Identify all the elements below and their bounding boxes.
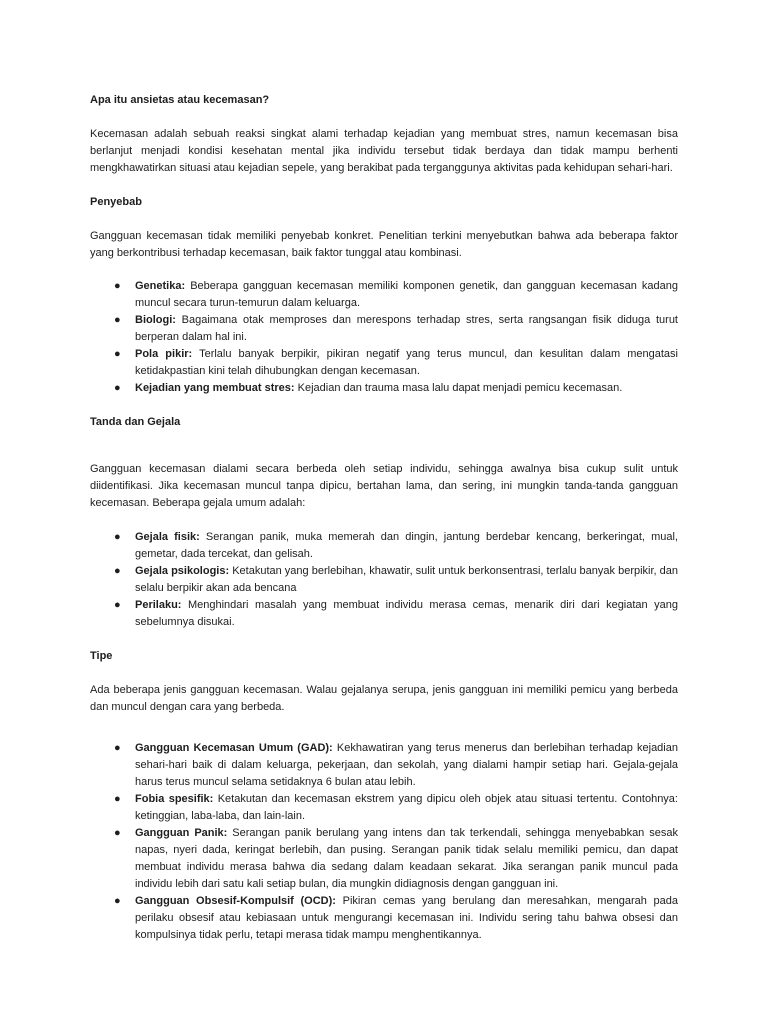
heading-intro: Apa itu ansietas atau kecemasan? [90, 94, 270, 106]
item-text: Kekhawatiran yang terus menerus dan berlebihan terhadap kejadian sehari-hari baik di dalam keluarga, pekerjaan, dan sekolah, yang dialami hampir setiap hari. Gejala-gejala harus terus muncul selama setidaknya 6 bulan atau lebih. [135, 742, 678, 788]
list-item [90, 740, 678, 791]
item-text: Ketakutan dan kecemasan ekstrem yang dipicu oleh objek atau situasi tertentu. Contohnya: ketinggian, laba-laba, dan lain-lain. [135, 793, 678, 822]
list-item [90, 529, 678, 563]
list-item [90, 563, 678, 597]
heading-penyebab: Penyebab [90, 196, 142, 208]
list-gejala [90, 529, 678, 631]
paragraph-tipe: Ada beberapa jenis gangguan kecemasan. Walau gejalanya serupa, jenis gangguan ini memiliki pemicu yang berbeda dan muncul dengan cara yang berbeda. [90, 684, 678, 713]
bullet-icon: ● [114, 599, 121, 611]
paragraph-intro: Kecemasan adalah sebuah reaksi singkat alami terhadap kejadian yang membuat stres, namun kecemasan bisa berlanjut menjadi kondisi kesehatan mental jika individu tersebut tidak berdaya dan tidak mampu berhenti mengkhawatirkan situasi atau kejadian sepele, yang berakibat pada terganggunya aktivitas pada kehidupan sehari-hari. [90, 128, 678, 174]
item-text: Kejadian dan trauma masa lalu dapat menjadi pemicu kecemasan. [294, 382, 623, 394]
bullet-icon: ● [114, 348, 121, 360]
list-penyebab [90, 278, 678, 397]
item-text: Terlalu banyak berpikir, pikiran negatif yang terus muncul, dan kesulitan dalam mengatasi ketidakpastian kini telah dihubungkan dengan kecemasan. [135, 348, 678, 377]
item-term: Genetika: [135, 280, 186, 292]
bullet-icon: ● [114, 742, 121, 754]
paragraph-gejala: Gangguan kecemasan dialami secara berbeda oleh setiap individu, sehingga awalnya bisa cukup sulit untuk diidentifikasi. Jika kecemasan muncul tanpa dipicu, bertahan lama, dan sering, ini mungkin tanda-tanda gangguan kecemasan. Beberapa gejala umum adalah: [90, 463, 678, 509]
item-term: Gejala fisik: [135, 531, 200, 543]
item-text: Bagaimana otak memproses dan merespons terhadap stres, serta rangsangan fisik diduga turut berperan dalam hal ini. [135, 314, 678, 343]
list-item [90, 312, 678, 346]
item-term: Fobia spesifik: [135, 793, 214, 805]
bullet-icon: ● [114, 314, 121, 326]
item-text: Serangan panik, muka memerah dan dingin, jantung berdebar kencang, berkeringat, mual, gemetar, dada tercekat, dan gelisah. [135, 531, 678, 560]
heading-tipe: Tipe [90, 650, 113, 662]
item-term: Gangguan Obsesif-Kompulsif (OCD): [135, 895, 336, 907]
list-item [90, 825, 678, 893]
document-page [90, 92, 678, 944]
item-term: Gangguan Kecemasan Umum (GAD): [135, 742, 333, 754]
item-text: Menghindari masalah yang membuat individu merasa cemas, menarik diri dari kegiatan yang sebelumnya disukai. [135, 599, 678, 628]
item-term: Perilaku: [135, 599, 182, 611]
bullet-icon: ● [114, 280, 121, 292]
item-text: Beberapa gangguan kecemasan memiliki komponen genetik, dan gangguan kecemasan kadang muncul secara turun-temurun dalam keluarga. [135, 280, 678, 309]
bullet-icon: ● [114, 793, 121, 805]
item-term: Gangguan Panik: [135, 827, 228, 839]
list-item [90, 597, 678, 631]
list-item [90, 380, 678, 397]
bullet-icon: ● [114, 827, 121, 839]
paragraph-penyebab: Gangguan kecemasan tidak memiliki penyebab konkret. Penelitian terkini menyebutkan bahwa ada beberapa faktor yang berkontribusi terhadap kecemasan, baik faktor tunggal atau kombinasi. [90, 230, 678, 259]
item-text: Serangan panik berulang yang intens dan tak terkendali, sehingga menyebabkan sesak napas, nyeri dada, keringat berlebih, dan pusing. Serangan panik tidak selalu memiliki pemicu, dan dapat membuat individu merasa bahwa dia sedang dalam keadaan sekarat. Jika serangan panik muncul pada individu lebih dari satu kali setiap bulan, dia mungkin didiagnosis dengan gangguan ini. [135, 827, 678, 890]
item-term: Kejadian yang membuat stres: [135, 382, 295, 394]
bullet-icon: ● [114, 382, 121, 394]
bullet-icon: ● [114, 895, 121, 907]
item-term: Pola pikir: [135, 348, 193, 360]
heading-gejala: Tanda dan Gejala [90, 416, 181, 428]
item-text: Ketakutan yang berlebihan, khawatir, sulit untuk berkonsentrasi, terlalu banyak berpikir, dan selalu berpikir akan ada bencana [135, 565, 679, 594]
list-item [90, 278, 678, 312]
bullet-icon: ● [114, 531, 121, 543]
bullet-icon: ● [114, 565, 121, 577]
list-item [90, 346, 678, 380]
list-tipe [90, 740, 678, 944]
item-term: Gejala psikologis: [135, 565, 230, 577]
item-term: Biologi: [135, 314, 176, 326]
item-text: Pikiran cemas yang berulang dan meresahkan, mengarah pada perilaku obsesif atau kebiasaan untuk mengurangi kecemasan ini. Individu sering tahu bahwa obsesi dan kompulsinya tidak perlu, tetapi merasa tidak mampu menghentikannya. [135, 895, 678, 941]
list-item [90, 893, 678, 944]
list-item [90, 791, 678, 825]
